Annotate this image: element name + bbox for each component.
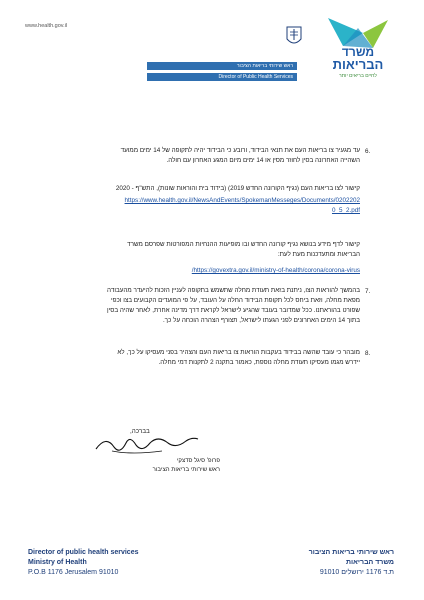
text-line: קישור לצו בריאות העם (נגיף הקורונה החדש 2019) (בידוד בית והוראות שונות), התש"ף - 2020: [115, 185, 360, 192]
greeting: בברכה,: [130, 428, 150, 435]
corona-info-link[interactable]: /https://govextra.gov.il/ministry-of-health/corona/corona-virus: [191, 267, 360, 274]
header-bar: [0, 40, 311, 86]
text-line: קישור לדף מידע בנושא נגיף קורונה החדש ובו מופיעות ההנחיות המפורטות שפרסם משרד: [127, 241, 360, 248]
state-emblem-icon: [285, 25, 303, 47]
logo-text-line1: משרד: [341, 45, 375, 59]
text-line: הבריאות ומתעדכנות מעת לעת:: [277, 251, 360, 258]
text-line: בהמשך להוראות הצו, ניתנת בזאת תעודת מחלה שתשמש בתקופה לעניין הזכות להיעדר מהעבודה: [107, 287, 360, 294]
logo-text-line2: הבריאות: [332, 57, 384, 72]
link-paragraph: [48, 184, 360, 194]
text-line: מפאת מחלה, וזאת ביחס לכל תקופת הבידוד החלה על העובד, על פי המועדים הקבועים בצו וכפי: [111, 297, 360, 304]
footer-he-line: ראש שירותי בריאות הציבור: [308, 549, 394, 556]
item-number: 7.: [365, 288, 371, 295]
text-line: עד מגעיר צו בריאות העם את תנאי הבידוד, ורובע כי הבידוד יהיה לתקופה של 14 ימים ממועד: [120, 147, 360, 154]
footer-english: [28, 548, 138, 578]
signature-icon: [92, 433, 202, 457]
text-line: בתוך 14 הימים האחרונים לפני הגעתו לישראל, תצורף הצהרה הוכחה על כך.: [162, 317, 360, 324]
footer-he-line: משרד הבריאות: [346, 559, 394, 566]
info-link-block: [48, 266, 360, 276]
signer-block: [120, 457, 220, 475]
item-paragraph: [48, 146, 360, 166]
text-line: השהייה האחרונה בסין לחוזר מסין או 14 ימים מיום המגע האחרון עם חולה.: [166, 157, 360, 164]
logo-tagline: לחיים בריאים יותר: [339, 73, 377, 79]
item-paragraph: [48, 286, 360, 326]
info-paragraph: [48, 240, 360, 260]
text-line: שפורט בהוראתנו. ככל שמדובר בעובד שהגיע לישראל לקראת דרך מדינה אחרת, לאחר שהיה בסין: [106, 307, 360, 314]
link-block: [58, 196, 360, 216]
decree-link[interactable]: https://www.health.gov.il/NewsAndEvents/SpokemanMesseges/Documents/0202202: [124, 197, 360, 204]
text-line: מובהר כי עובד שהשה בבידוד בעקבות הוראות צו בריאות העם והצהיר בפני מעסיקו על כך, לא: [117, 349, 360, 356]
footer-en-line: Ministry of Health: [28, 559, 87, 566]
decree-link-continued[interactable]: 0_5_2.pdf: [331, 207, 360, 214]
item-paragraph: [48, 348, 360, 368]
text-line: יידרש מגמו מעסיקו תעודת מחלה נוספת, כאמור בתקנה 2 לתקנות דמי מחלה.: [158, 359, 360, 366]
footer-he-line: ת.ד 1176 ירושלים 91010: [319, 569, 394, 576]
header-bar-hebrew: ראש שירותי בריאות הציבור: [147, 62, 297, 70]
signer-title: ראש שירותי בריאות הציבור: [152, 467, 220, 473]
signer-name: פרופ' סיגל סדצקי: [176, 458, 220, 464]
footer-hebrew: [309, 548, 394, 578]
site-url[interactable]: www.health.gov.il: [25, 23, 68, 29]
item-number: 6.: [365, 148, 371, 155]
header-bar-english: Director of Public Health Services: [147, 73, 297, 81]
footer-en-line: Director of public health services: [28, 549, 139, 556]
item-number: 8.: [365, 350, 371, 357]
footer-en-line: P.O.B 1176 Jerusalem 91010: [28, 569, 119, 576]
